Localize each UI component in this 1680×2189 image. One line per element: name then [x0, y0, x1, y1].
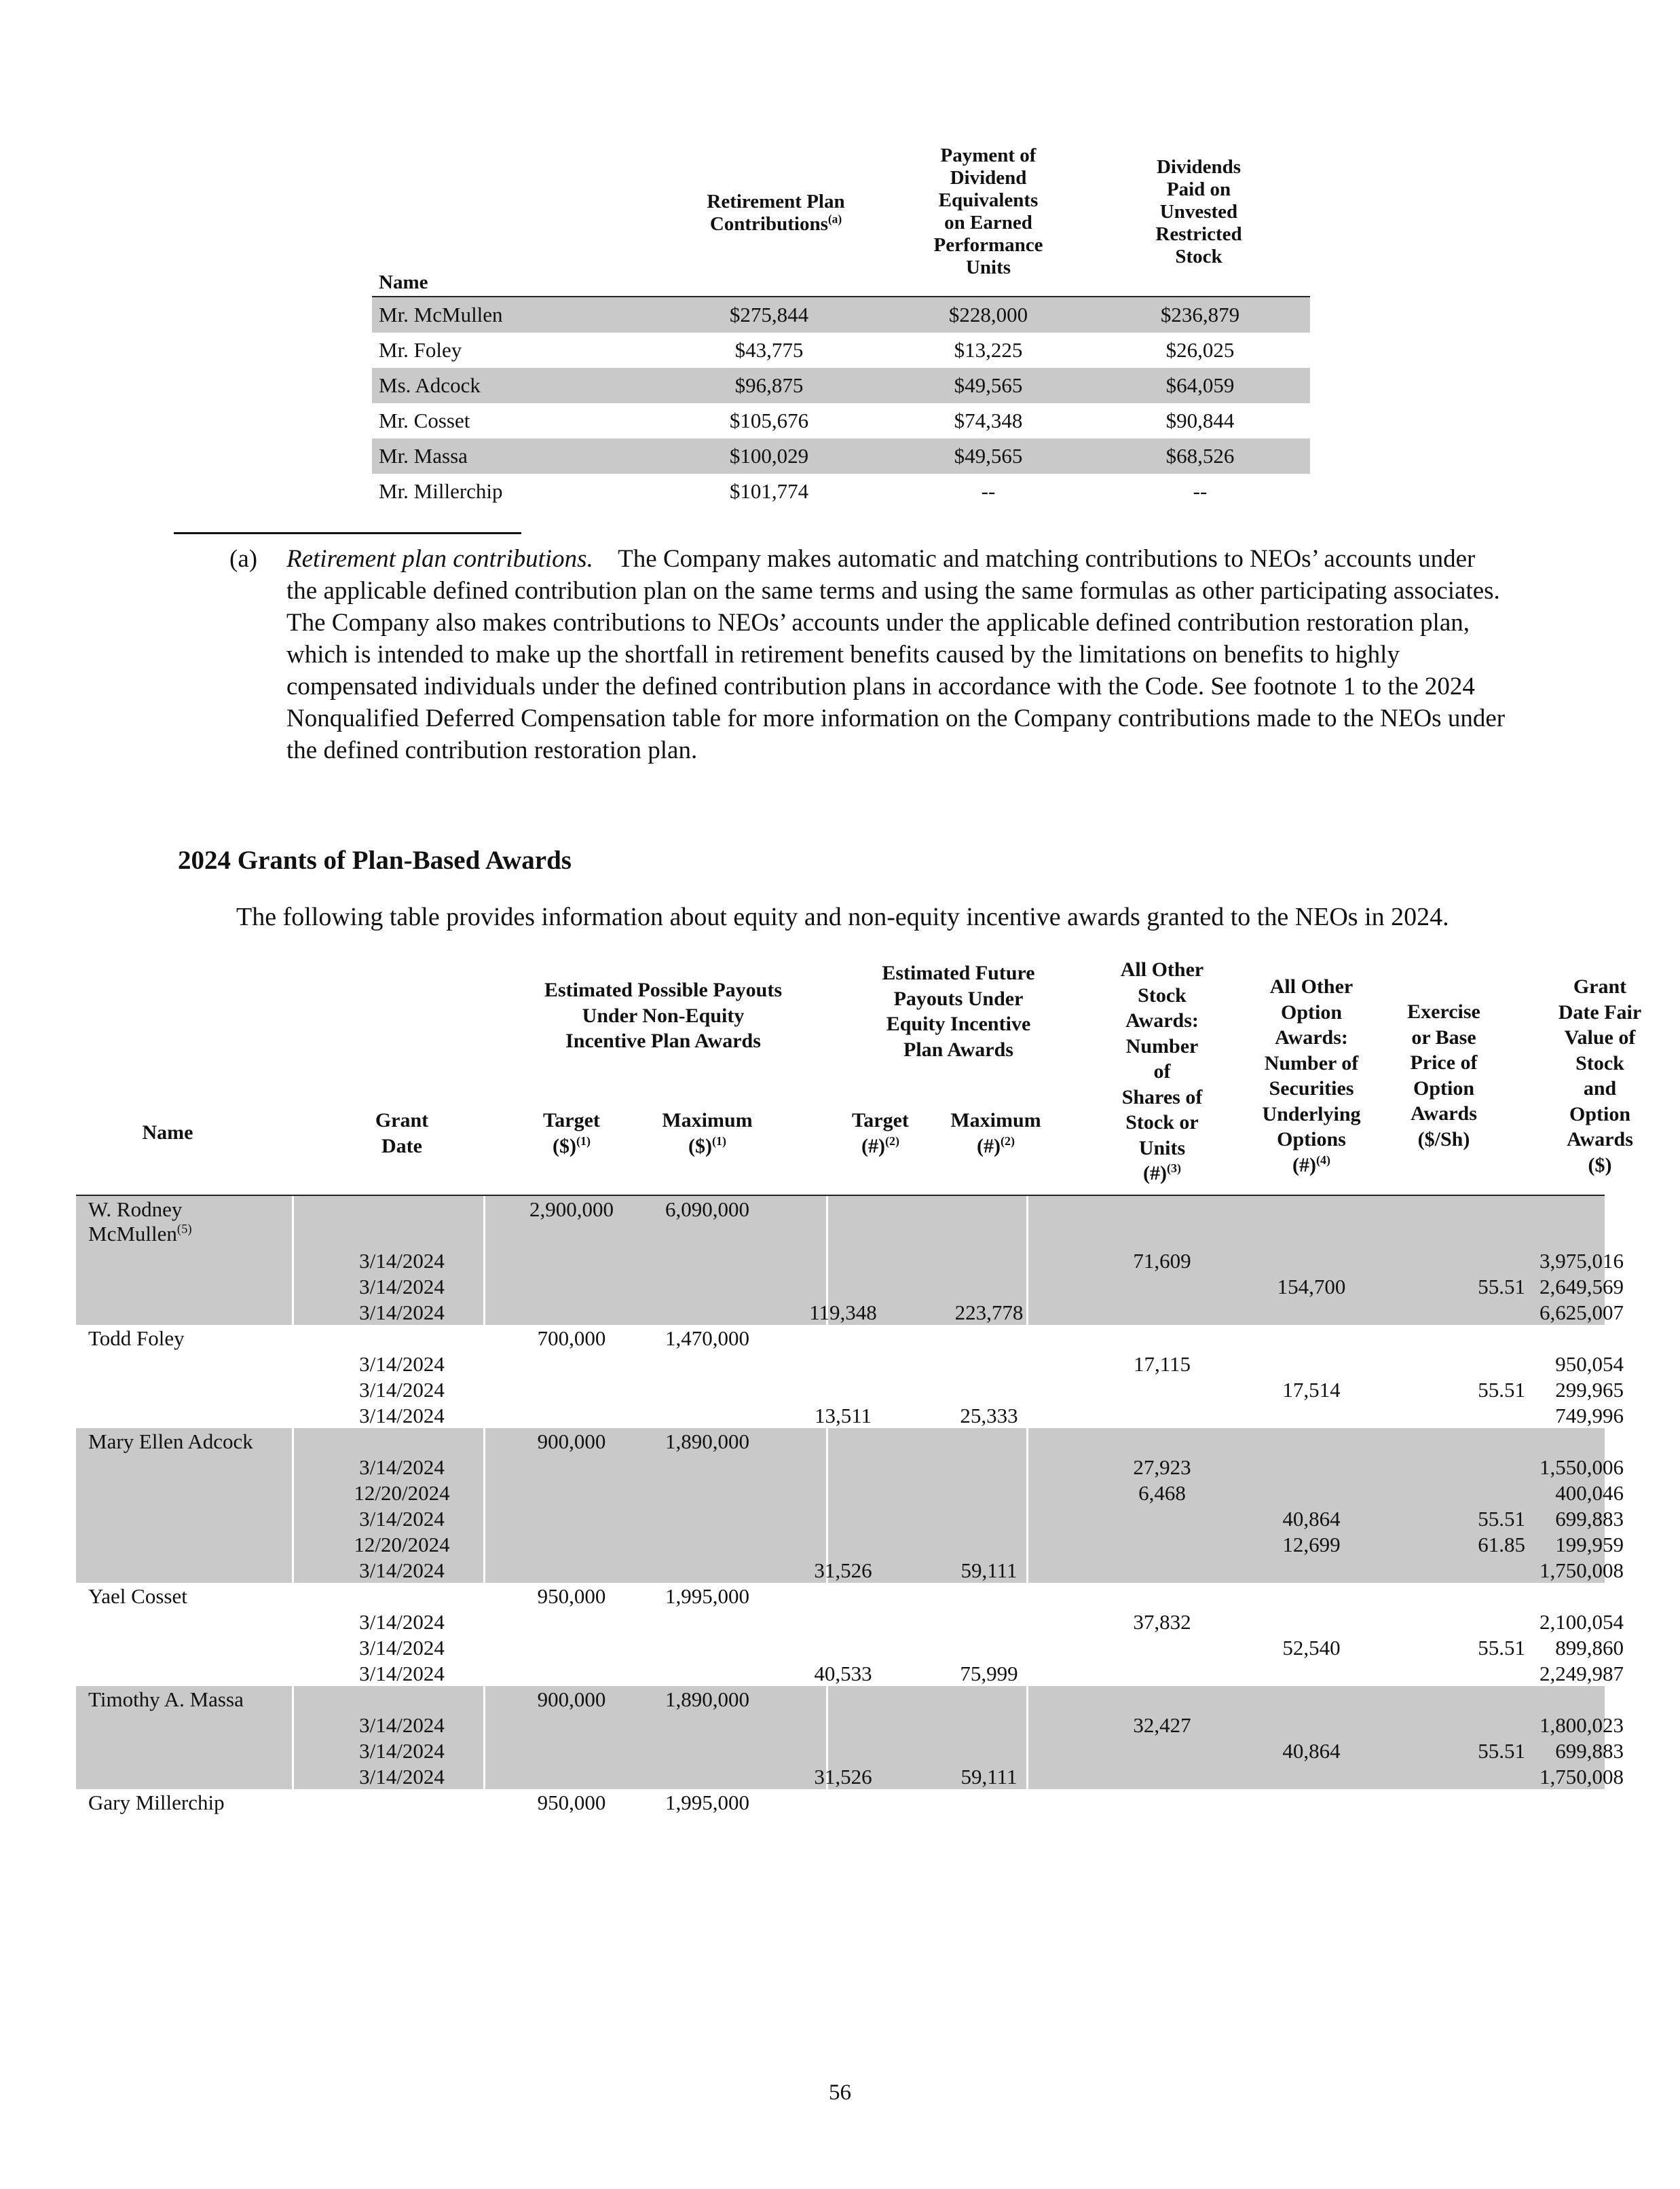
t2-header-max-dollars: [633, 1108, 782, 1159]
header-line: or Base: [1411, 1026, 1476, 1049]
footnote-ref: (2): [884, 1134, 899, 1148]
page-number: 56: [829, 2080, 851, 2105]
table-row: [76, 1660, 1624, 1686]
footnote-divider: [174, 532, 521, 534]
name-line: Gary Millerchip: [88, 1791, 225, 1814]
header-line: Performance: [933, 234, 1043, 256]
cell-dividends-paid: $68,526: [1165, 444, 1235, 468]
t2-header-exercise-price: [1369, 999, 1518, 1152]
cell-option-awards: 154,700: [1277, 1275, 1346, 1298]
cell-grant-date: 3/14/2024: [359, 1636, 445, 1660]
header-line: Securities: [1269, 1077, 1354, 1100]
t2-header-option-awards: [1230, 974, 1393, 1178]
t2-header-max-shares: [914, 1108, 1077, 1159]
cell-grant-value: 6,625,007: [1539, 1301, 1624, 1324]
cell-retirement: $275,844: [729, 303, 809, 326]
header-line: Unvested: [1159, 201, 1238, 223]
section-title: 2024 Grants of Plan-Based Awards: [178, 846, 572, 875]
cell-name: [88, 1326, 185, 1351]
header-line: Awards: [1567, 1128, 1633, 1150]
cell-grant-value: 699,883: [1555, 1507, 1624, 1531]
table-row: [372, 474, 1310, 509]
header-line: Awards:: [1275, 1026, 1348, 1049]
table-row: [372, 438, 1310, 474]
cell-grant-value: 2,649,569: [1539, 1275, 1624, 1298]
footnote-title: Retirement plan contributions.: [286, 545, 593, 573]
cell-grant-value: 699,883: [1555, 1739, 1624, 1763]
cell-stock-awards: 27,923: [1133, 1455, 1191, 1479]
cell-target-dollars: 700,000: [537, 1326, 606, 1350]
name-line: Yael Cosset: [88, 1584, 187, 1608]
cell-name: [88, 1687, 244, 1712]
cell-grant-value: 1,800,023: [1539, 1713, 1624, 1737]
header-line: Number: [1125, 1034, 1199, 1058]
cell-dividends-paid: $236,879: [1160, 303, 1240, 326]
table-row-group: [76, 1196, 1624, 1325]
cell-name: Ms. Adcock: [379, 373, 481, 397]
header-line: Dividends: [1156, 156, 1242, 178]
cell-grant-date: 3/14/2024: [359, 1275, 445, 1298]
cell-dividends-paid: $26,025: [1165, 338, 1235, 362]
header-line: ($): [1588, 1153, 1612, 1176]
cell-target-shares: 13,511: [814, 1404, 872, 1427]
table-row-group: [76, 1325, 1624, 1428]
cell-exercise-price: 55.51: [1478, 1507, 1525, 1531]
header-line: Options: [1277, 1128, 1346, 1150]
cell-name: Mr. Foley: [379, 338, 462, 362]
cell-max-dollars: 1,890,000: [665, 1429, 749, 1453]
header-line: Option: [1280, 1000, 1343, 1024]
cell-stock-awards: 71,609: [1133, 1249, 1191, 1273]
table-row: [76, 1351, 1624, 1377]
cell-target-dollars: 900,000: [537, 1429, 606, 1453]
header-line: Target: [543, 1109, 600, 1131]
cell-target-shares: 119,348: [809, 1301, 877, 1324]
table1-body: [372, 297, 1310, 509]
cell-exercise-price: 55.51: [1478, 1378, 1525, 1402]
cell-dividend-equivalents: $74,348: [954, 409, 1023, 432]
header-line: Equivalents: [938, 189, 1039, 211]
cell-target-dollars: 900,000: [537, 1687, 606, 1711]
header-line: Awards:: [1125, 1009, 1199, 1032]
cell-target-shares: 31,526: [814, 1765, 872, 1789]
footnote-ref: (3): [1166, 1161, 1181, 1175]
header-line: Dividend: [950, 167, 1027, 189]
header-line: Units: [965, 257, 1011, 278]
cell-retirement: $100,029: [729, 444, 809, 468]
table-row: [76, 1505, 1624, 1531]
cell-exercise-price: 55.51: [1478, 1739, 1525, 1763]
cell-grant-date: 3/14/2024: [359, 1713, 445, 1737]
cell-name: [88, 1791, 225, 1815]
cell-max-shares: 59,111: [960, 1765, 1018, 1789]
t2-header-stock-awards: [1081, 957, 1244, 1186]
header-line: Stock: [1138, 984, 1187, 1007]
cell-grant-date: 3/14/2024: [359, 1507, 445, 1531]
header-line: Option: [1413, 1077, 1475, 1100]
cell-dividend-equivalents: --: [981, 479, 996, 503]
cell-name: Mr. Cosset: [379, 409, 470, 432]
footnote-ref: (1): [576, 1134, 591, 1148]
cell-grant-value: 899,860: [1555, 1636, 1624, 1660]
header-line: (#): [1143, 1162, 1167, 1184]
cell-grant-value: 950,054: [1555, 1352, 1624, 1376]
table-row: [76, 1738, 1624, 1763]
header-line: All Other: [1120, 958, 1204, 981]
header-line: All Other: [1269, 975, 1354, 998]
cell-exercise-price: 61.85: [1478, 1533, 1525, 1556]
table-row: [76, 1454, 1624, 1480]
table-row: [372, 297, 1310, 333]
header-line: Equity Incentive: [886, 1013, 1031, 1035]
t2-header-grant-value: [1522, 974, 1678, 1178]
cell-max-dollars: 1,890,000: [665, 1687, 749, 1711]
table-row: [76, 1557, 1624, 1583]
cell-stock-awards: 37,832: [1133, 1610, 1191, 1634]
cell-target-dollars: 950,000: [537, 1584, 606, 1608]
name-line: Mary Ellen Adcock: [88, 1429, 253, 1453]
cell-name: [88, 1197, 192, 1246]
header-line: Stock or: [1125, 1111, 1199, 1134]
cell-dividend-equivalents: $49,565: [954, 444, 1023, 468]
header-line: Shares of: [1121, 1085, 1203, 1108]
cell-target-dollars: 2,900,000: [529, 1197, 614, 1221]
cell-grant-value: 2,249,987: [1539, 1662, 1624, 1685]
cell-grant-date: 3/14/2024: [359, 1558, 445, 1582]
header-line: Under Non-Equity: [582, 1004, 745, 1027]
cell-max-dollars: 1,995,000: [665, 1791, 749, 1814]
cell-retirement: $105,676: [729, 409, 809, 432]
cell-grant-value: 1,550,006: [1539, 1455, 1624, 1479]
cell-dividend-equivalents: $228,000: [948, 303, 1028, 326]
table1-header-name: Name: [379, 272, 428, 293]
cell-grant-value: 1,750,008: [1539, 1558, 1624, 1582]
name-line: Todd Foley: [88, 1326, 185, 1350]
header-line: Grant: [1573, 975, 1627, 998]
cell-grant-date: 3/14/2024: [359, 1378, 445, 1402]
header-line: Grant: [375, 1109, 429, 1131]
table-row-group: [76, 1686, 1624, 1789]
intro-paragraph: The following table provides information about equity and non-equity incentive awards granted to the NEOs in 2024.: [236, 903, 1449, 931]
cell-grant-value: 299,965: [1555, 1378, 1624, 1402]
header-line: Maximum: [662, 1109, 753, 1131]
cell-dividends-paid: $64,059: [1165, 373, 1235, 397]
cell-name: Mr. McMullen: [379, 303, 503, 326]
cell-dividend-equivalents: $13,225: [954, 338, 1023, 362]
header-line: Awards: [1411, 1102, 1477, 1125]
header-line: Stock: [1175, 246, 1222, 267]
header-line: on Earned: [944, 212, 1032, 233]
header-line: Option: [1569, 1102, 1631, 1125]
table-row: [76, 1428, 1605, 1454]
cell-option-awards: 40,864: [1282, 1507, 1341, 1531]
footnote-ref: (1): [711, 1134, 726, 1148]
name-line: Timothy A. Massa: [88, 1687, 244, 1711]
cell-stock-awards: 17,115: [1133, 1352, 1191, 1376]
cell-max-shares: 25,333: [960, 1404, 1018, 1427]
table-row: [76, 1325, 1605, 1351]
header-line: ($): [553, 1134, 576, 1157]
header-line: (#): [861, 1134, 885, 1157]
table-row: [76, 1402, 1624, 1428]
header-line: Exercise: [1407, 1000, 1480, 1023]
cell-exercise-price: 55.51: [1478, 1636, 1525, 1660]
table-row: [76, 1789, 1605, 1815]
cell-grant-date: 3/14/2024: [359, 1455, 445, 1479]
t2-header-target-dollars: [497, 1108, 646, 1159]
t2-header-grant-date: [334, 1108, 470, 1159]
name-line: McMullen: [88, 1222, 177, 1246]
table-row: [76, 1634, 1624, 1660]
header-line: ($/Sh): [1417, 1127, 1470, 1150]
cell-option-awards: 52,540: [1282, 1636, 1341, 1660]
table-row: [76, 1377, 1624, 1402]
cell-exercise-price: 55.51: [1478, 1275, 1525, 1298]
table1-header: [372, 136, 1310, 297]
name-line: W. Rodney: [88, 1197, 183, 1221]
cell-grant-value: 400,046: [1555, 1481, 1624, 1505]
table-row: [76, 1273, 1624, 1299]
header-line: Target: [852, 1109, 909, 1131]
grants-plan-based-awards-table: [76, 957, 1642, 1815]
table1-header-dividends-paid: [1124, 156, 1273, 268]
header-line: Date Fair: [1558, 1000, 1642, 1024]
cell-max-dollars: 6,090,000: [665, 1197, 749, 1221]
cell-grant-date: 3/14/2024: [359, 1249, 445, 1273]
header-line: Estimated Possible Payouts: [544, 979, 782, 1001]
header-line: Units: [1138, 1136, 1186, 1159]
header-line: (#): [977, 1134, 1001, 1157]
cell-target-shares: 40,533: [814, 1662, 872, 1685]
cell-name: Mr. Massa: [379, 444, 468, 468]
cell-grant-date: 3/14/2024: [359, 1301, 445, 1324]
table-row: [76, 1686, 1605, 1712]
header-line: Value of: [1564, 1026, 1636, 1049]
cell-grant-date: 3/14/2024: [359, 1352, 445, 1376]
cell-grant-value: 1,750,008: [1539, 1765, 1624, 1789]
header-line: (#): [1292, 1153, 1316, 1176]
cell-dividend-equivalents: $49,565: [954, 373, 1023, 397]
header-line: Maximum: [950, 1109, 1041, 1131]
table-row-group: [76, 1789, 1605, 1815]
cell-name: [88, 1584, 187, 1609]
header-line: Plan Awards: [903, 1038, 1013, 1061]
cell-grant-date: 3/14/2024: [359, 1739, 445, 1763]
cell-grant-value: 199,959: [1555, 1533, 1624, 1556]
cell-grant-value: 3,975,016: [1539, 1249, 1624, 1273]
cell-option-awards: 40,864: [1282, 1739, 1341, 1763]
cell-dividends-paid: $90,844: [1165, 409, 1235, 432]
t2-header-name: Name: [142, 1121, 193, 1144]
table-row-group: [76, 1428, 1624, 1583]
cell-target-dollars: 950,000: [537, 1791, 606, 1814]
cell-max-shares: 59,111: [960, 1558, 1018, 1582]
table2-body: [76, 1196, 1624, 1815]
cell-max-shares: 223,778: [954, 1301, 1024, 1324]
footnote-label: (a): [229, 545, 258, 573]
table1-header-retirement: Retirement Plan Contributions$^{(a)}$: [707, 191, 845, 235]
header-line: Estimated Future: [882, 962, 1035, 984]
cell-grant-date: 12/20/2024: [354, 1481, 450, 1505]
footnote-ref: (5): [176, 1222, 192, 1237]
cell-name: Mr. Millerchip: [379, 479, 503, 503]
cell-max-dollars: 1,995,000: [665, 1584, 749, 1608]
cell-target-shares: 31,526: [814, 1558, 872, 1582]
cell-option-awards: 12,699: [1282, 1533, 1341, 1556]
header-line: and: [1583, 1077, 1617, 1100]
table-row: [372, 403, 1310, 438]
cell-max-shares: 75,999: [960, 1662, 1018, 1685]
table1-header-dividend-equivalents: [914, 145, 1063, 279]
table-row: [76, 1480, 1624, 1505]
header-line: Number of: [1264, 1051, 1359, 1074]
table2-header: [76, 957, 1642, 1196]
header-line: ($): [688, 1134, 712, 1157]
cell-grant-date: 12/20/2024: [354, 1533, 450, 1556]
table-row: [372, 333, 1310, 368]
cell-retirement: $101,774: [729, 479, 809, 503]
cell-grant-value: 749,996: [1555, 1404, 1624, 1427]
table-row: [76, 1531, 1624, 1557]
table-row: [76, 1299, 1624, 1325]
table-row: [76, 1609, 1624, 1634]
table-row: [76, 1583, 1605, 1609]
table-row: [76, 1763, 1624, 1789]
header-line: Restricted: [1155, 223, 1242, 245]
cell-retirement: $96,875: [734, 373, 804, 397]
cell-max-dollars: 1,470,000: [665, 1326, 749, 1350]
footnote-ref: (4): [1315, 1153, 1330, 1167]
table-row-group: [76, 1583, 1624, 1686]
retirement-contributions-table: [372, 136, 1310, 509]
cell-dividends-paid: --: [1193, 479, 1208, 503]
cell-grant-date: 3/14/2024: [359, 1404, 445, 1427]
cell-grant-date: 3/14/2024: [359, 1662, 445, 1685]
header-line: Stock: [1575, 1051, 1624, 1074]
table-row: [372, 368, 1310, 403]
cell-grant-value: 2,100,054: [1539, 1610, 1624, 1634]
header-line: Date: [381, 1134, 422, 1157]
cell-stock-awards: 6,468: [1138, 1481, 1186, 1505]
header-line: Price of: [1410, 1051, 1478, 1074]
table-row: [76, 1712, 1624, 1738]
header-line: Underlying: [1262, 1102, 1361, 1125]
header-line: of: [1153, 1060, 1171, 1083]
cell-retirement: $43,775: [734, 338, 804, 362]
cell-name: [88, 1429, 253, 1454]
footnote-body: The Company makes automatic and matching contributions to NEOs’ accounts under the applicable defined contribution plan on the same terms and using the same formulas as other participating associates. The Company also makes contributions to NEOs’ accounts under the applicable defined contribution restoration plan, which is intended to make up the shortfall in retirement benefits caused by the limitations on benefits to highly compensated individuals under the defined contribution plans in accordance with the Code. See footnote 1 to the 2024 Nonqualified Deferred Compensation table for more information on the Company contributions made to the NEOs under the defined contribution restoration plan.: [286, 545, 1506, 764]
table-row: [76, 1248, 1624, 1273]
header-line: Payouts Under: [893, 987, 1024, 1010]
table-row: [76, 1196, 1605, 1246]
cell-option-awards: 17,514: [1282, 1378, 1341, 1402]
header-line: Incentive Plan Awards: [565, 1030, 761, 1052]
cell-grant-date: 3/14/2024: [359, 1610, 445, 1634]
cell-grant-date: 3/14/2024: [359, 1765, 445, 1789]
header-line: Payment of: [940, 145, 1037, 166]
footnote-ref: (2): [1000, 1134, 1015, 1148]
header-line: Paid on: [1166, 179, 1231, 200]
cell-stock-awards: 32,427: [1133, 1713, 1191, 1737]
footnote-a: [229, 543, 1506, 766]
